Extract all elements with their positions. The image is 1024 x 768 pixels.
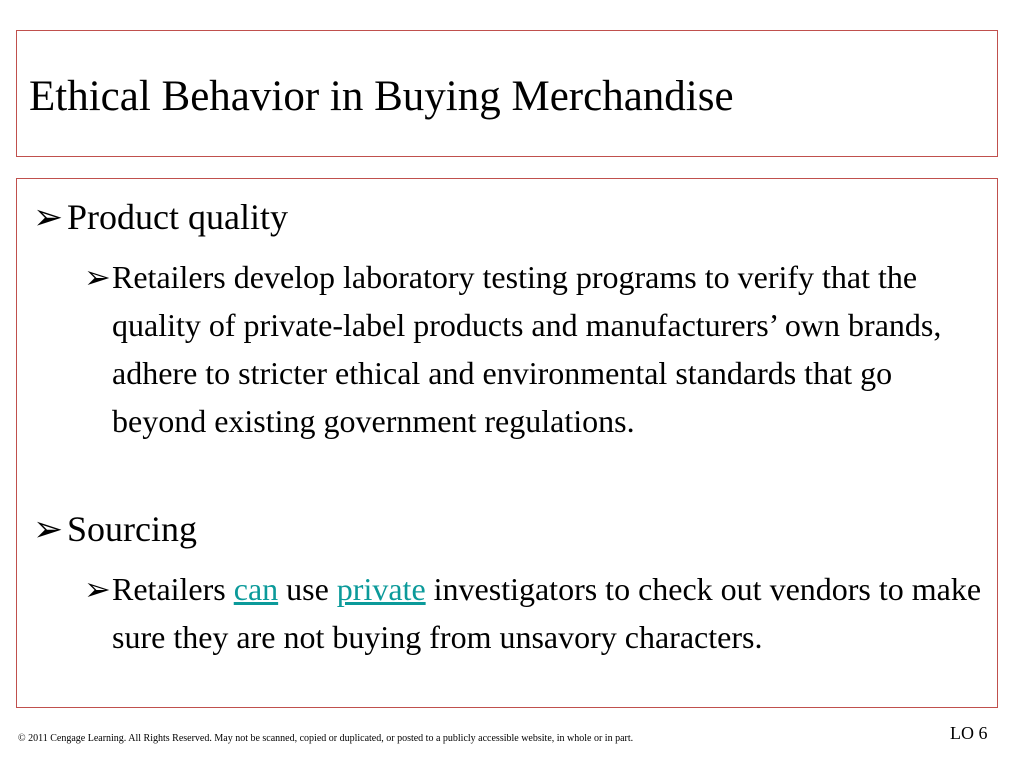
copyright-notice: © 2011 Cengage Learning. All Rights Reserved. May not be scanned, copied or duplicated, or posted to a publicly accessible website, in whole or in part. xyxy=(18,733,634,744)
learning-objective-label: LO 6 xyxy=(950,723,988,743)
sub-bullet-testing-programs xyxy=(85,253,991,445)
arrow-bullet-icon: ➢ xyxy=(33,197,64,237)
text-part: investigators to check out vendors to make sure they are not buying from unsavory characters. xyxy=(112,571,982,655)
sub-bullet-text xyxy=(85,565,991,661)
arrow-bullet-icon: ➢ xyxy=(33,509,64,549)
text-part: use xyxy=(278,571,337,607)
title-box xyxy=(16,30,998,157)
arrow-bullet-icon: ➢ xyxy=(84,259,111,295)
bullet-heading: Sourcing xyxy=(67,509,197,549)
bullet-product-quality xyxy=(33,195,288,239)
slide-title: Ethical Behavior in Buying Merchandise xyxy=(29,73,734,120)
link-can[interactable]: can xyxy=(233,571,279,607)
sub-bullet-investigators xyxy=(85,565,991,661)
content-box xyxy=(16,178,998,708)
text-part: Retailers xyxy=(112,571,234,607)
bullet-sourcing xyxy=(33,507,197,551)
arrow-bullet-icon: ➢ xyxy=(84,571,111,607)
link-private[interactable]: private xyxy=(336,571,426,607)
bullet-heading: Product quality xyxy=(67,197,288,237)
sub-bullet-text: Retailers develop laboratory testing programs to verify that the quality of private-label products and manufacturers’ own brands, adhere to stricter ethical and environmental standards that go beyond existing government regulations. xyxy=(112,259,942,439)
